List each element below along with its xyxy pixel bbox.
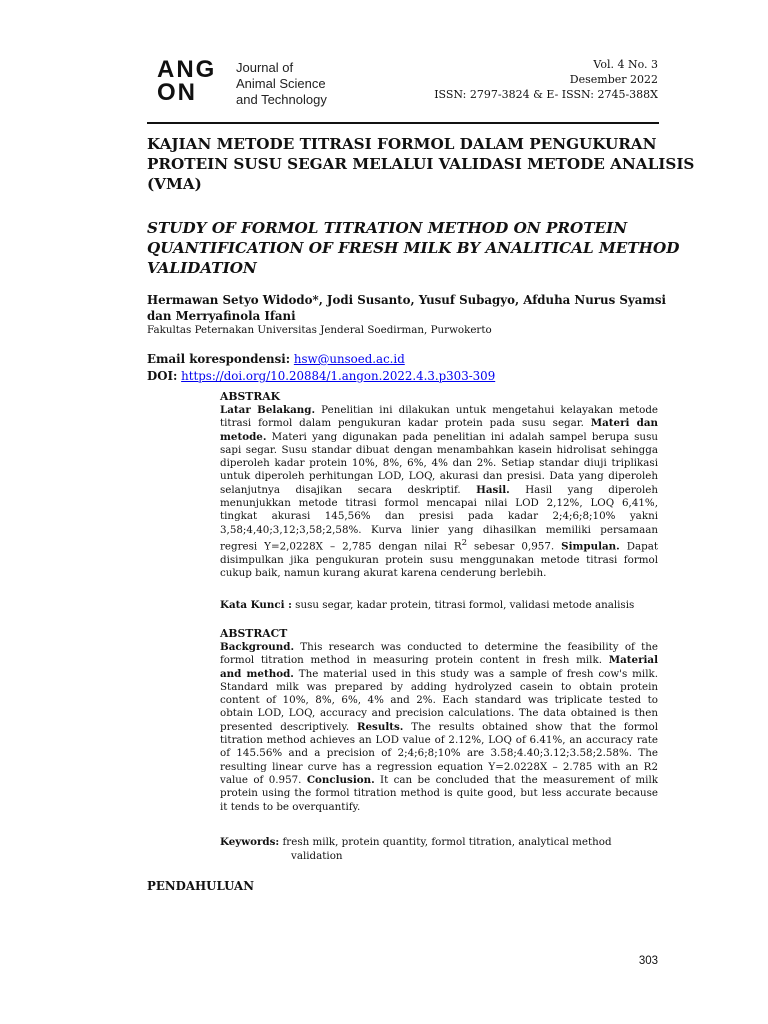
abstract-line: sapi segar. Susu standar dibuat dengan menambahkan kasein hidrolisat sehingga: [220, 443, 658, 456]
issue-info: [434, 57, 658, 102]
abstract-line: formol titration method in measuring protein content in fresh milk. Material: [220, 654, 658, 667]
abstract-line: selanjutnya disajikan secara deskriptif. Hasil. Hasil yang diperoleh: [220, 483, 658, 496]
logo-text-line-2: ON: [157, 79, 197, 106]
email-link[interactable]: hsw@unsoed.ac.id: [293, 352, 405, 366]
journal-logo: [157, 58, 357, 110]
affiliation: Fakultas Peternakan Universitas Jenderal Soedirman, Purwokerto: [147, 324, 492, 336]
abstract-line: menunjukkan metode titrasi formol mencapai nilai LOD 2,12%, LOQ 6,41%,: [220, 497, 658, 510]
journal-name: [236, 60, 327, 108]
title-english: [147, 218, 680, 278]
abstract-heading: ABSTRACT: [220, 627, 288, 640]
keywords-continued: validation: [291, 850, 343, 862]
logo-mark: [157, 58, 229, 104]
abstract-line: obtain LOD, LOQ, accuracy and precision calculations. The data obtained is then: [220, 707, 658, 720]
page-number: 303: [638, 955, 658, 967]
abstract-line: protein using the formol titration method is quite good, but less accurate because: [220, 787, 658, 800]
doi-label: DOI:: [147, 369, 178, 383]
keywords-text: fresh milk, protein quantity, formol titration, analytical method: [279, 836, 612, 848]
issn: ISSN: 2797-3824 & E- ISSN: 2745-388X: [434, 88, 658, 101]
title-indonesian: [147, 134, 695, 194]
abstract-line: 3,58;4,40;3,12;3,58;2,58%. Kurva linier yang dihasilkan memiliki persamaan: [220, 523, 658, 536]
abstract-line: value of 0.957. Conclusion. It can be concluded that the measurement of milk: [220, 773, 658, 786]
keywords: [220, 836, 612, 849]
title-line: VALIDATION: [147, 259, 257, 277]
abstract-line: cukup baik, namun kurang akurat karena cenderung berlebih.: [220, 566, 547, 579]
email-label: Email korespondensi:: [147, 352, 291, 366]
issue-date: Desember 2022: [569, 73, 658, 86]
abstract-line: regresi Y=2,0228X – 2,785 dengan nilai $R^2$ sebesar 0,957. Simpulan. Dapat: [220, 537, 658, 553]
abstract-line: metode. Materi yang digunakan pada penelitian ini adalah sampel berupa susu: [220, 430, 658, 443]
abstract-line: titration method achieves an LOD value of 2.12%, LOQ of 6.41%, an accuracy rate: [220, 734, 658, 747]
kata-kunci-label: Kata Kunci :: [220, 599, 292, 611]
authors-line: Hermawan Setyo Widodo*, Jodi Susanto, Yusuf Subagyo, Afduha Nurus Syamsi: [147, 293, 666, 307]
abstrak-heading: ABSTRAK: [220, 390, 281, 403]
kata-kunci-text: susu segar, kadar protein, titrasi formol, validasi metode analisis: [291, 599, 635, 611]
abstract-body: [220, 641, 658, 814]
authors-line: dan Merryafinola Ifani: [147, 309, 296, 323]
title-line: KAJIAN METODE TITRASI FORMOL DALAM PENGUKURAN: [147, 135, 657, 153]
journal-name-line: Journal of: [236, 60, 294, 75]
title-line: QUANTIFICATION OF FRESH MILK BY ANALITICAL METHOD: [147, 239, 680, 257]
keywords-label: Keywords:: [220, 836, 280, 848]
title-line: PROTEIN SUSU SEGAR MELALUI VALIDASI METODE ANALISIS: [147, 155, 695, 173]
abstract-line: of 145.56% and a precision of 2;4;6;8;10% are 3.58;4.40;3.12;3.58;2.58%. The: [220, 747, 658, 760]
title-line: (VMA): [147, 175, 202, 193]
abstract-line: presented descriptively. Results. The results obtained show that the formol: [220, 720, 658, 733]
abstract-line: titrasi formol dalam pengukuran kadar protein pada susu segar. Materi dan: [220, 417, 658, 430]
volume-number: Vol. 4 No. 3: [593, 58, 658, 71]
abstract-line: Background. This research was conducted to determine the feasibility of the: [220, 641, 658, 653]
abstract-line: tingkat akurasi 145,56% dan presisi pada kadar 2;4;6;8;10% yakni: [220, 510, 658, 523]
correspondence: [147, 351, 495, 385]
abstract-line: resulting linear curve has a regression equation Y=2.0228X – 2.785 with an R2: [220, 760, 658, 773]
kata-kunci: [220, 599, 634, 612]
author-list: [147, 292, 667, 324]
section-heading: PENDAHULUAN: [147, 879, 254, 893]
abstract-line: untuk diperoleh perhitungan LOD, LOQ, akurasi dan presisi. Data yang diperoleh: [220, 470, 658, 483]
doi-link[interactable]: https://doi.org/10.20884/1.angon.2022.4.3.p303-309: [181, 369, 496, 383]
abstract-line: Latar Belakang. Penelitian ini dilakukan untuk mengetahui kelayakan metode: [220, 404, 659, 416]
abstract-line: content of 10%, 8%, 6%, 4% and 2%. Each standard was triplicate tested to: [220, 694, 658, 707]
abstrak-body: [220, 404, 658, 580]
abstract-line: and method. The material used in this study was a sample of fresh cow's milk.: [220, 667, 658, 680]
abstract-line: diperoleh kadar protein 10%, 8%, 6%, 4% dan 2%. Setiap standar diuji triplikasi: [220, 457, 658, 470]
abstract-line: it tends to be overquantify.: [220, 800, 361, 813]
abstract-line: disimpulkan jika pengukuran protein susu menggunakan metode titrasi formol: [220, 553, 658, 566]
logo-text-line-1: ANG: [157, 56, 217, 83]
journal-name-line: and Technology: [236, 92, 327, 107]
title-line: STUDY OF FORMOL TITRATION METHOD ON PROTEIN: [147, 219, 628, 237]
header-divider: [147, 122, 659, 124]
journal-name-line: Animal Science: [236, 76, 326, 91]
abstract-line: Standard milk was prepared by adding hydrolyzed casein to obtain protein: [220, 680, 658, 693]
